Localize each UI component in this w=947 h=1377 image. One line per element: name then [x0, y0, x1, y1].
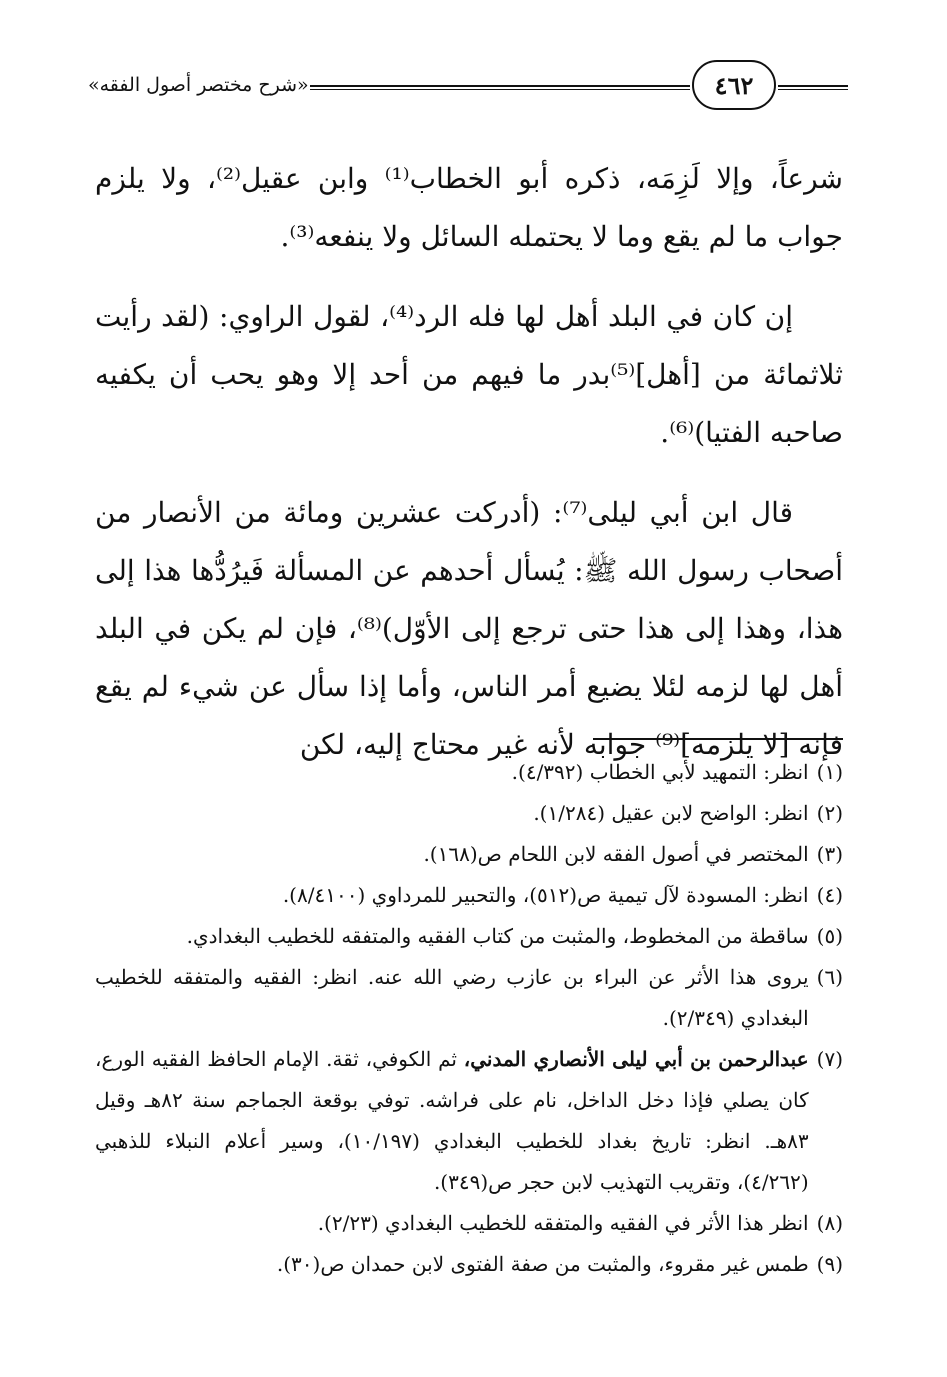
footnote [95, 793, 843, 834]
page-number: ٤٦٢ [692, 60, 776, 110]
footnote-text: طمس غير مقروء، والمثبت من صفة الفتوى لابن حمدان ص(٣٠). [276, 1252, 809, 1276]
footnote-bold-name: عبدالرحمن بن أبي ليلى الأنصاري المدني، [463, 1047, 809, 1071]
footnote [95, 916, 843, 957]
footnote-number: (٩) [816, 1252, 843, 1276]
header-rule-left [310, 85, 690, 90]
header-rule-right [778, 85, 848, 90]
footnote-number: (٧) [816, 1047, 843, 1071]
paragraph: شرعاً، وإلا لَزِمَه، ذكره أبو الخطاب⁽¹⁾ وابن عقيل⁽²⁾، ولا يلزم جواب ما لم يقع وما لا يحتمله السائل ولا ينفعه⁽³⁾. [95, 162, 843, 253]
footnote [95, 834, 843, 875]
paragraph: إن كان في البلد أهل لها فله الرد⁽⁴⁾، لقول الراوي: (لقد رأيت ثلاثمائة من [أهل]⁽⁵⁾بدر ما فيهم من أحد إلا وهو يحب أن يكفيه صاحبه الفتيا)⁽⁶⁾. [95, 300, 844, 449]
footnote-text: انظر هذا الأثر في الفقيه والمتفقه للخطيب البغدادي (٢/٢٣). [317, 1211, 809, 1235]
footnote-number: (١) [816, 760, 843, 784]
footnote-number: (٥) [816, 924, 843, 948]
footnote [95, 752, 843, 793]
footnote-number: (٣) [816, 842, 843, 866]
footnote-text: انظر: التمهيد لأبي الخطاب (٤/٣٩٢). [511, 760, 809, 784]
footnote-text: انظر: الواضح لابن عقيل (١/٢٨٤). [533, 801, 809, 825]
footnote [95, 1244, 843, 1285]
footnote-number: (٨) [816, 1211, 843, 1235]
running-title: «شرح مختصر أصول الفقه» [88, 74, 309, 96]
footnote-text: ساقطة من المخطوط، والمثبت من كتاب الفقيه والمتفقه للخطيب البغدادي. [186, 924, 809, 948]
footnote [95, 957, 843, 1039]
footnote [95, 875, 843, 916]
footnotes [95, 752, 843, 1285]
paragraph: قال ابن أبي ليلى⁽⁷⁾: (أدركت عشرين ومائة من الأنصار من أصحاب رسول الله ﷺ: يُسأل أحدهم عن المسألة فَيرُدُّها هذا إلى هذا، وهذا إلى هذا حتى ترجع إلى الأوّل)⁽⁸⁾، فإن لم يكن في البلد أهل لها لزمه لئلا يضيع أمر الناس، وأما إذا سأل عن شيء لم يقع فإنه [لا يلزمه]⁽⁹⁾ جوابه لأنه غير محتاج إليه، لكن [95, 496, 843, 761]
footnote-text: انظر: المسودة لآل تيمية ص(٥١٢)، والتحبير للمرداوي (٨/٤١٠٠). [282, 883, 809, 907]
footnote-number: (٦) [816, 965, 843, 989]
footnote-text: المختصر في أصول الفقه لابن اللحام ص(١٦٨). [423, 842, 809, 866]
page-header [88, 60, 848, 116]
main-text [95, 150, 843, 796]
footnote [95, 1203, 843, 1244]
footnote-number: (٤) [816, 883, 843, 907]
footnote-text-rest: ثم الكوفي، ثقة. الإمام الحافظ الفقيه الورع، كان يصلي فإذا دخل الداخل، نام على فراشه. توفي بوقعة الجماجم سنة ٨٢هـ وقيل ٨٣هـ. انظر: تاريخ بغداد للخطيب البغدادي (١٠/١٩٧)، وسير أعلام النبلاء للذهبي (٤/٢٦٢)، وتقريب التهذيب لابن حجر ص(٣٤٩). [95, 1047, 809, 1194]
footnote-number: (٢) [816, 801, 843, 825]
footnote-text [95, 1039, 809, 1203]
footnote-text: يروى هذا الأثر عن البراء بن عازب رضي الله عنه. انظر: الفقيه والمتفقه للخطيب البغدادي (٢/٣٤٩). [95, 965, 809, 1030]
footnote [95, 1039, 843, 1203]
footnote-separator [593, 738, 843, 740]
